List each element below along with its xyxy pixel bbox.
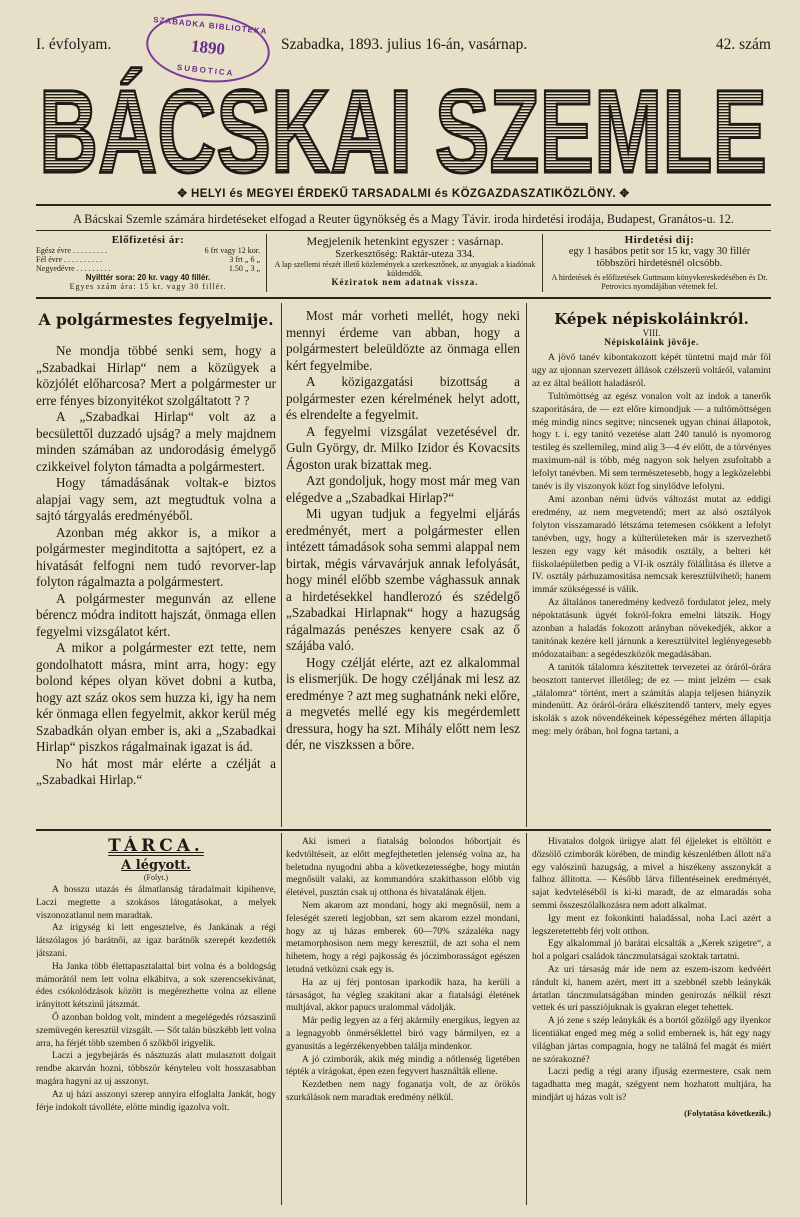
paragraph: Most már vorheti mellét, hogy neki mennyi érdeme van abban, hogy a polgármestert beleüldözte az önmaga ellen kért fegyelmibe. [286, 308, 520, 373]
paragraph: Az uj házi asszonyi szerep annyira elfoglalta Jankát, hogy férje indokolt távolléte, elötte mindig igazolva volt. [36, 1089, 276, 1113]
dateline: Szabadka, 1893. julius 16-án, vasárnap. [281, 36, 528, 53]
ad-rates-box [548, 234, 771, 292]
paragraph: Már pedig legyen az a férj akármily energikus, legyen az a legnagyobb önmérséklettel biró vagy bármilyen, ez a gyanusitás a legérzékenyebben találja mindenkor. [286, 1016, 520, 1052]
feuilleton-title: A légyott. [121, 858, 191, 873]
masthead [36, 64, 771, 182]
paragraph: Nem akarom azt mondani, hogy aki megnősül, nem a feleségét szereti legjobban, szt sem akarom ezzel mondani, hogy az uj házas emberek 60—70% százaléka nagy metamorphosison nem megy keresztül, de azt soha el nem hihetem, hogy a régi pajkosság és jóczimborasságot egészen letudná vetközni csak egy is. [286, 900, 520, 975]
price-row: Egész évre . . . . . . . . . 6 frt vagy 12 kor. [36, 246, 260, 255]
paragraph: Hivatalos dolgok ürügye alatt fél éjjeleket is eltöltött e dőzsölő czimborák körében, de mindig készenlétben állott ná'a egy valószinü hazugság, a mivel a hiszékeny asszonykát a falhoz állitotta. — Később látva fillentéseinek eredményét, sajat kedvteléséből is ki-ki maradt, de az elmaradás soha semmi összeszólalkozásra nem adott alkalmat. [532, 837, 771, 911]
rule-info-bottom [36, 297, 771, 299]
nyiltter-price: Nyilttér sora: 20 kr. vagy 40 fillér. [85, 273, 211, 282]
paragraph: A jó czimborák, akik még mindig a nőtlenség ligetében tépték a virágokat, épen ezen fegyvert használták ellene. [286, 1054, 520, 1078]
paragraph: Hogy czélját elérte, azt ez alkalommal is elismerjük. De hogy czéljának mi lesz az eredménye ? azt meg sughatnánk neki előre, a megvetés mellé egy kis megérdemlett dressura, hogy ha szt. Mihály előtt nem lesz dér, ne viszkssen a bőre. [286, 654, 520, 752]
ornament-right-icon: ✥ [615, 188, 630, 200]
paragraph: Ami azonban némi üdvös változást mutat az eddigi eredmény, az nem megvetendő; mert az alsó osztályok folyton visszamaradó létszáma tetemesen csökkent a lefolyt tanévben, ugy, hogy a külterületeken már is szervezhető leszen egy vagy két második osztály, a belteri két fiiskolaépületben pedig a VI-ik osztály fölálĺitása és illetve a IV. osztály párhuzamositása nemcsak keresztülvihető; hanem immár szükségessé is válik. [532, 493, 771, 596]
paragraph: A mikor a polgármester ezt tette, nem gondolhatott másra, mint arra, hogy: egy bolond képes olyan követ dobni a kutba, hogy azt száz okos sem huzza ki, igy ha nem kér önmaga ellen fegyelmit, akkor kerül még Szabadkán olyan ember is, aki a „Szabadkai Hirlap“ piszkos rágalmainak igazat is ád. [36, 640, 276, 754]
paragraph: Laczi pedig a régi arany ifjuság ezermestere, csak nem tagadhatta meg magát, szégyent nem hozhatott multjára, ha mindjárt uj házas volt is? [532, 1067, 771, 1103]
paragraph: Ő azonban boldog volt, mindent a megelégedés rózsaszinű szemüvegén keresztül vizsgált. — Sőt talán büszkébb lett volna arra, ha férjét több szemben ő szőkből irigyelik. [36, 1012, 276, 1049]
paragraph: Ha az uj férj pontosan iparkodik haza, ha kerüli a társaságot, ha végleg szakitani akar a fiatalsági életének multjával, akkor papucs uralommal vádolják. [286, 977, 520, 1014]
paragraph: Kezdetben nem nagy foganatja volt, de az örökös szurkálások nem maradtak eredmény nélkül. [286, 1080, 520, 1103]
ad-rate-line: egy 1 hasábos petit sor 15 kr, vagy 30 fillér többszöri hirdetésnél olcsóbb. [568, 246, 751, 269]
paragraph: A „Szabadkai Hirlap“ volt az a becsülettől duzzadó ujság? a mely majdnem minden számában az undorodásig émelygő czikkeivel folyton támadta a polgármestert. [36, 409, 276, 474]
ad-where-line: A hirdetések és előfizetések Guttmann könyvkereskedésében és Dr. Petrovics nyomdájában vétetnek fel. [551, 273, 768, 291]
ad-rates-title: Hirdetési dij: [624, 234, 695, 246]
subtitle-text: HELYI és MEGYEI ÉRDEKŰ TARSADALMI és KÖZGAZDASZATIKÖZLÖNY. [191, 188, 616, 200]
feuilleton-section-title: TÁRCA. [108, 836, 204, 856]
column-rule [526, 833, 527, 1205]
paragraph: Az uri társaság már ide nem az eszem-iszom kedvéért rándult ki, hanem azért, mert itt a szebbnél szebb leánykák ártatlan tánczmulatságában minden genirozás nélkül részt vettek és uri passziójuknak is gyakran eleget tehettek. [532, 964, 771, 1014]
article-title: Képek népiskoláinkról. [554, 310, 749, 328]
paragraph: Tultömöttség az egész vonalon volt az indok a tanerők szaporitására, de — ezt előre kimondjuk — a tultömöttségen még mindig nincs segitve; nincsenek ugyan chinai állapotok, hogy t. i. egy tanitó vezetése alatt 240 tanuló is nyomorog testileg és szellemileg, mind alig 3—4 év előtt, de a törvényes maximum-nál is több, még nagyon sok helyen zsufoltabb a lefolyt tanévben. Mi sem természetesebb, hogy a legközelebbi tanév is ily viszonyok közt fog sinylődve lefolyni. [532, 390, 771, 493]
paragraph: Hogy támadásának voltak-e biztos alapjai vagy sem, azt megtudtuk volna a sajtó tárgyalás eredményéből. [36, 475, 276, 523]
volume-label: I. évfolyam. [36, 36, 112, 53]
divider [542, 234, 543, 292]
paragraph: A hosszu utazás és álmatlanság táradalmait kipihenve, Laczi megtette a szokásos látogatásokat, a melyek viszonozatlanul nem maradtak. [36, 885, 276, 921]
article-subtitle: Népiskoláink jövője. [604, 338, 699, 348]
issue-number: 42. szám [715, 36, 771, 53]
paragraph: Azt gondoljuk, hogy most már meg van elégedve a „Szabadkai Hirlap?“ [286, 473, 520, 505]
single-copy-price: Egyes szám ára: 15 kr. vagy 30 fillér. [69, 282, 227, 291]
column-rule [526, 303, 527, 827]
subscription-title: Előfizetési ár: [111, 234, 185, 246]
rule-top [36, 204, 771, 206]
ad-agency-line: A Bácskai Szemle számára hirdetéseket elfogad a Reuter ügynökség és a Magy Távir. iroda hirdetési irodája, Budapest, Granátos-u. 12. [73, 212, 734, 226]
publication-frequency: Megjelenik hetenkint egyszer : vasárnap. [306, 234, 504, 248]
price-row: Fél évre . . . . . . . . . . 3 frt „ 6 „ [36, 255, 260, 264]
article-title: A polgármestes fegyelmije. [38, 310, 274, 329]
feuilleton-credit: (Folyt.) [143, 873, 169, 882]
paragraph: Az általános taneredmény kedvező fordulatot jelez, mely népoktatásunk ügyét fokról-fokra emelni látszik. Hogy azonban a haladás fokozott arányban növekedjék, akkor a tanitónak kezére kell járnunk a keresztülvitel leglényegesebb módozataiban: a segédeszközök megadásában. [532, 597, 771, 660]
stamp-bottom-text: SUBOTICA [176, 62, 235, 78]
paragraph: A közigazgatási bizottság a polgármester ezen kérelmének helyt adott, és elrendelte a fegyelmit. [286, 374, 520, 422]
article-school-pictures [532, 310, 771, 828]
paragraph: Az irigység ki lett engesztelve, és Jankának a régi látszólagos jó barátnői, az igaz barátnők szerepét kezdették játszani. [36, 923, 276, 959]
article-mayor-discipline [36, 310, 276, 822]
paragraph: A tanitók tálalomra készitettek tervezetei az óráról-órára beosztott tantervet illetőleg; de ez — mint jelzém — csak „tálalomra“ történt, mert a számítás alapja teljesen hiányzik mindenütt. Az óráról-órára elkészitendő tanterv, mely egyes iskolák s azok növendékeinek képességéhez mérten állapitja meg: mely órában, hol fogna tartani, a [532, 661, 771, 738]
article-continued [286, 308, 520, 826]
subtitle [36, 186, 771, 200]
feuilleton-column-3 [532, 836, 771, 1206]
paragraph: A jó zene s szép leánykák és a bortól gőzölgő agy ilyenkor licentiákat enged meg még a solid embernek is, hát egy nagy világban jártas compagnia, hogy ne találná fel magát és miért ne szórakozné? [532, 1016, 771, 1065]
paragraph: A polgármester megunván az ellene bérencz módra inditott hajszát, önmaga ellen fegyelmi vizsgálatot kért. [36, 590, 276, 639]
paragraph: Egy alkalommal jó barátai elcsalták a „Kerek szigetre“, a hol a polgari családok tánczmulatságai szoktak tartatni. [532, 939, 771, 963]
article-number: VIII. [642, 328, 661, 338]
paragraph: A fegyelmi vizsgálat vezetésével dr. Guln György, dr. Milko Izidor és Kovacsits Ágoston urak bizattak meg. [286, 423, 520, 472]
paragraph: Mi ugyan tudjuk a fegyelmi eljárás eredményét, mert a polgármester ellen intézett támadások soha semmi alappal nem birtak, mégis várvavárjuk annak lefolyását, hogy minél előbb szembe vághassuk annak a hirdetésekkel handlerozó és szédelgő „Szabadkai Hirlapnak“ hogy a hazugság rágalmazás penészes kenyere csak az ő szájába való. [286, 506, 520, 653]
divider [266, 234, 267, 292]
publication-box [274, 234, 536, 292]
subscription-box [36, 234, 260, 292]
stamp-year: 1890 [190, 36, 226, 59]
correspondence-note: A lap szellemi részét illető közlemények a szerkesztőnek, az anyagiak a kiadónak küldendők. [274, 260, 536, 278]
price-row: Negyedévre . . . . . . . . . 1.50 „ 3 „ [36, 264, 260, 273]
paragraph: No hát most már elérte a czélját a „Szabadkai Hirlap.“ [36, 755, 276, 787]
column-rule [281, 833, 282, 1205]
ornament-left-icon: ✥ [177, 188, 192, 200]
feuilleton-column-1 [36, 836, 276, 1206]
masthead-title [36, 64, 771, 182]
paragraph: Laczi a jegybejárás és násztuzás alatt mulasztott dolgait rendbe akarván hozni, többször kényteleu volt hosszasabban magára hagyni az uj asszonyt. [36, 1051, 276, 1087]
paragraph: Ne mondja többé senki sem, hogy a „Szabadkai Hirlap“ nem a közügyek a közjólét előharcosa? Mert a polgármester ur erre fényes bizonyitékot szolgáltatott ? ? [36, 343, 276, 408]
rule-feuilleton [36, 829, 771, 831]
stamp-top-text: SZABADKA BIBLIOTEKA [152, 15, 268, 37]
paragraph: Aki ismeri a fiatalság bolondos hóbortjait és kedvtöltéseit, az előtt megfejthetetlen jelenség volna az, ha beletudna nyugodni abba a következetességbe, hogy miután megnősült valaki, az kommandóra szakithasson előbb vig életével, pusztán csak uj otthona és hivatalának éljen. [286, 837, 520, 899]
feuilleton-column-2 [286, 836, 520, 1206]
editorial-address: Szerkesztőség: Raktár-uteza 334. [335, 249, 475, 260]
paragraph: Azonban még akkor is, a mikor a polgármester meginditotta a sajtópert, ez a hivatását felfogni nem tudó revorver-lap folyton rágalmazta a polgármestert. [36, 524, 276, 589]
paragraph: Igy ment ez fokonkinti haladással, noha Laci azért a legszeretettebb férj volt otthon. [532, 913, 771, 937]
manuscripts-note: Kéziratok nem adatnak vissza. [331, 277, 479, 287]
column-rule [281, 303, 282, 827]
paragraph: Ha Janka több élettapasztalattal birt volna és a boldogság mámorától nem lett volna elkábitva, a sok szerencsekivánat, édes csókolódzások között is megérezhette volna az ellene irányitott kétszinű játszmát. [36, 961, 276, 1011]
continued-note: (Folytatása következik.) [684, 1107, 771, 1118]
masthead-text: BÁCSKAI SZEMLE [39, 66, 767, 182]
paragraph: A jövő tanév kibontakozott képét tüntetni majd már föl ugy az ujonnan szervezett állások czélszerü voltáról, valamint az ez által beállott haladásról. [532, 352, 771, 389]
rule-info-top [36, 230, 771, 231]
